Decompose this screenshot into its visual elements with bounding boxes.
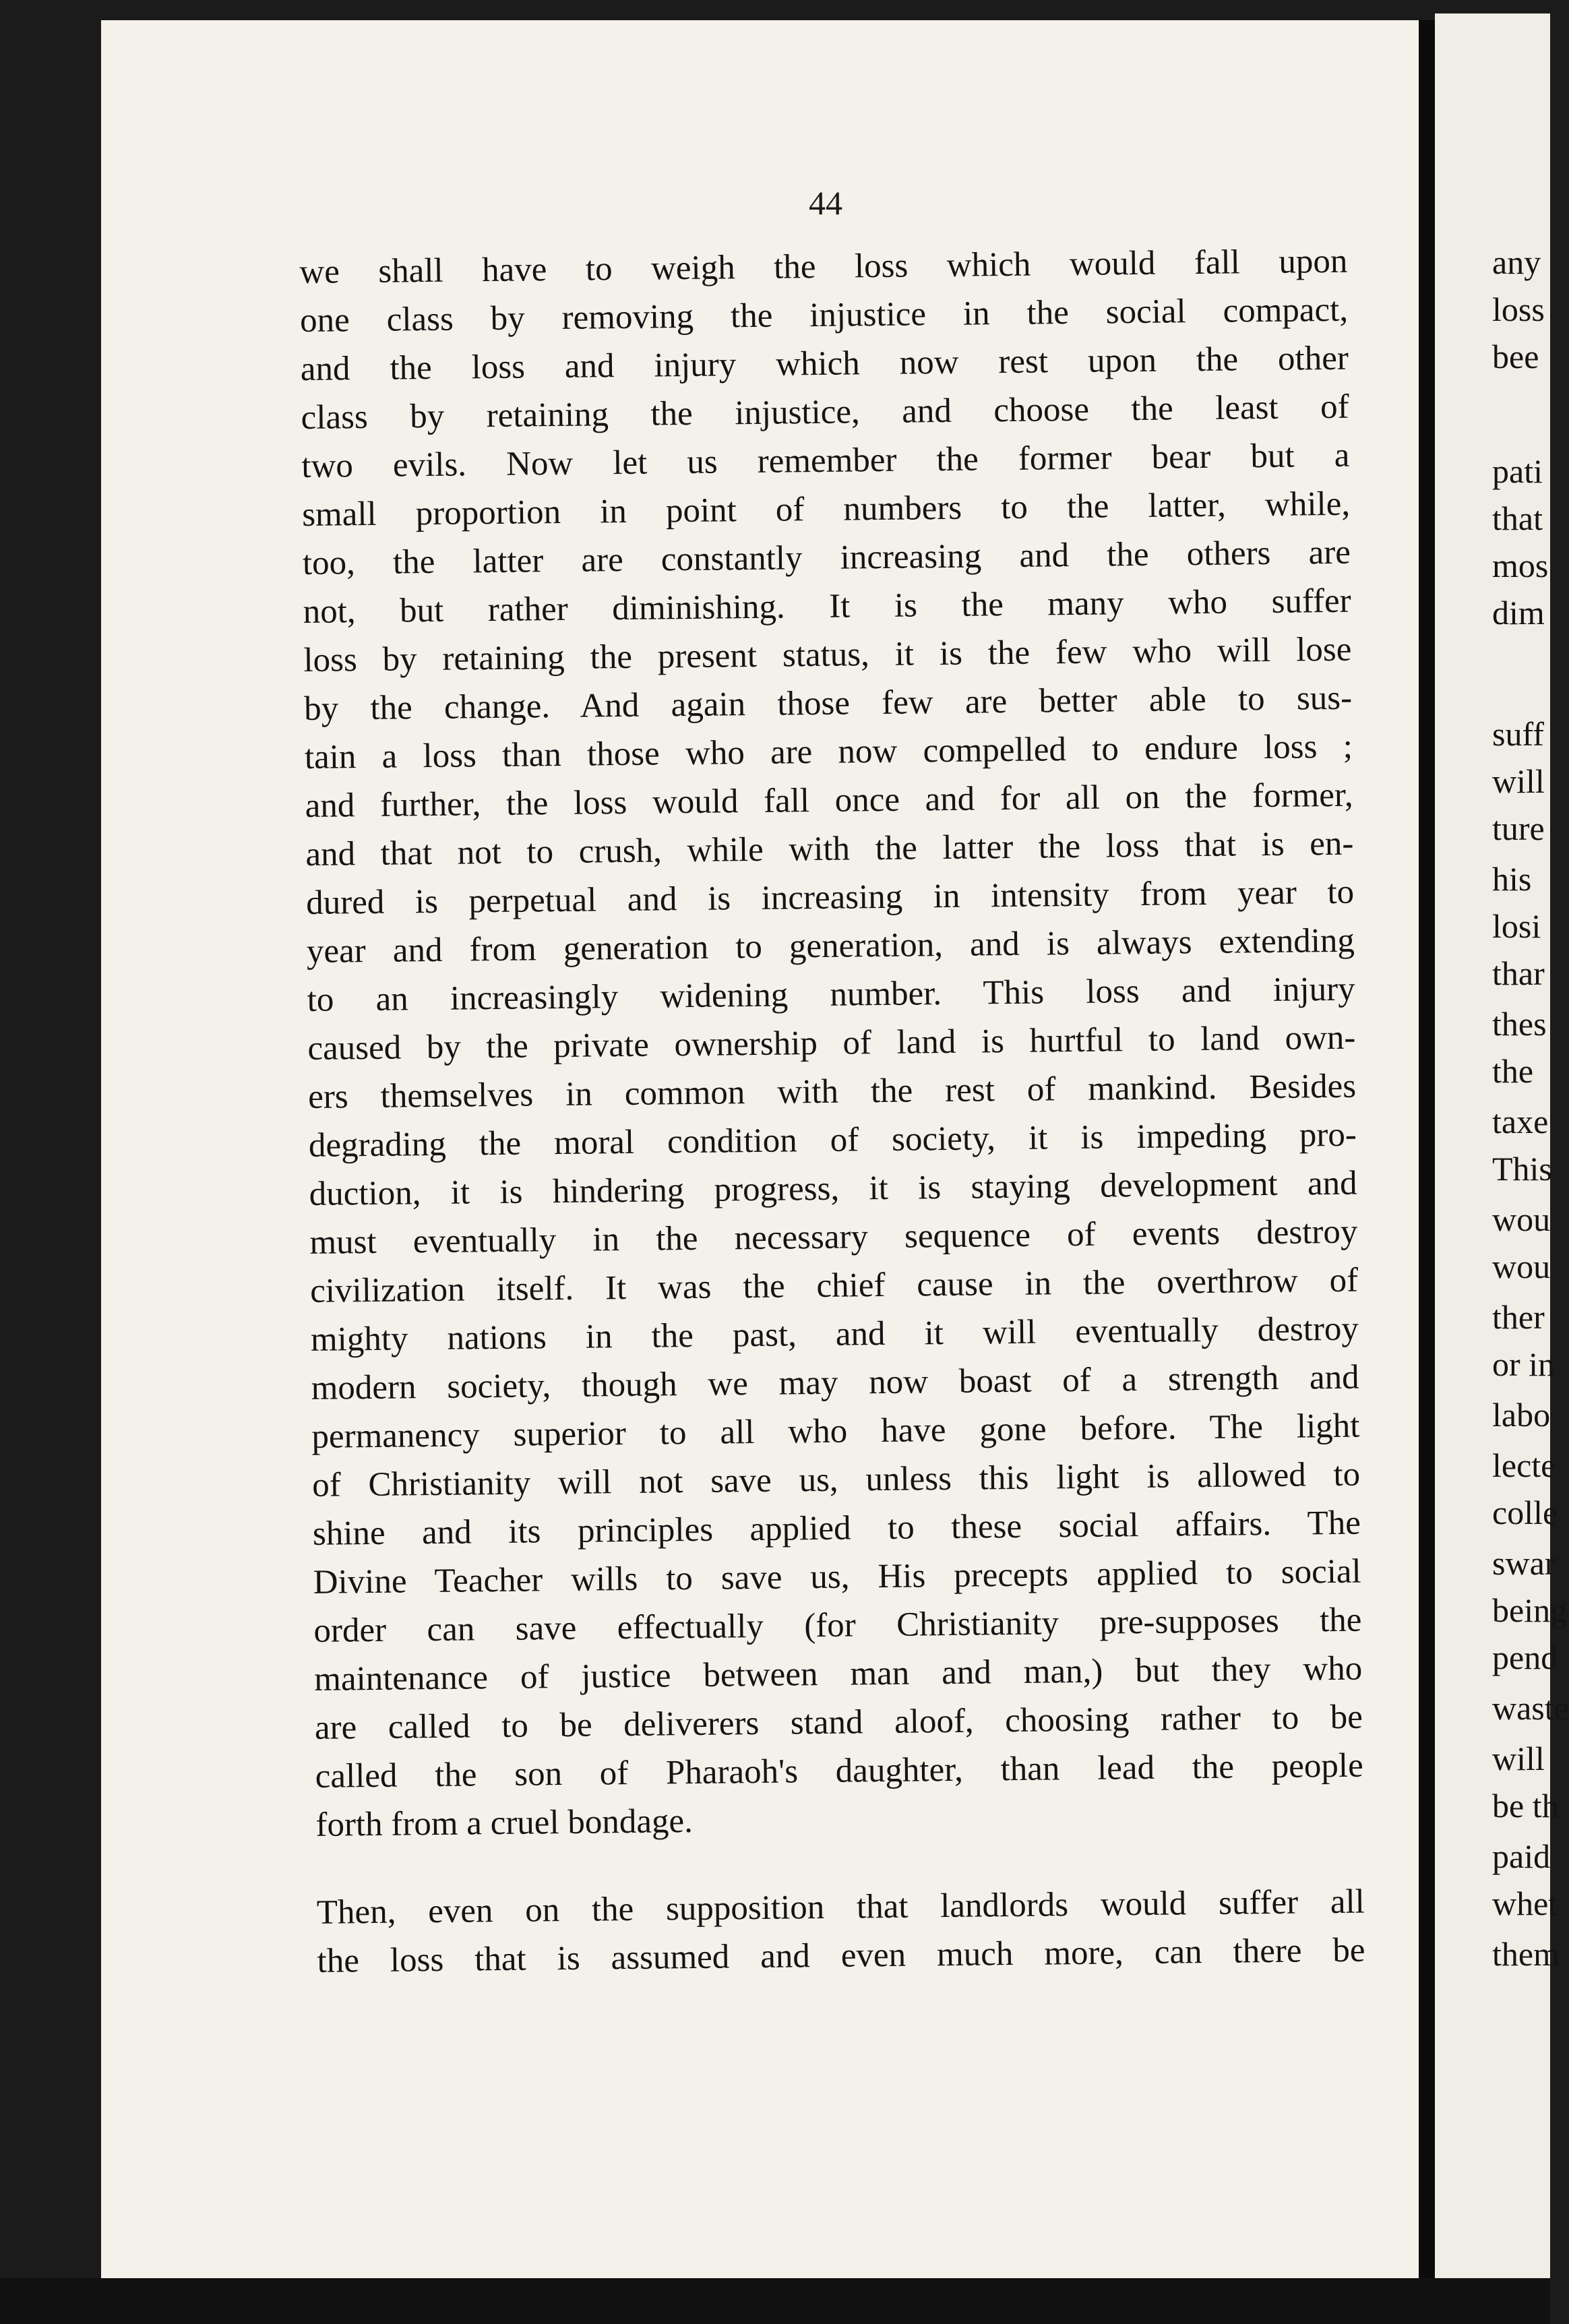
adjacent-page-line: thar bbox=[1492, 954, 1545, 992]
text-line: Divine Teacher wills to save us, His precepts applied to social bbox=[313, 1552, 1361, 1601]
adjacent-page-line: his bbox=[1492, 860, 1532, 898]
page-number: 44 bbox=[809, 184, 842, 222]
scan-border bbox=[0, 2278, 1550, 2324]
text-line: and further, the loss would fall once and for all on the former, bbox=[305, 776, 1353, 825]
text-line: and the loss and injury which now rest upon the other bbox=[300, 339, 1349, 388]
adjacent-page-line: be th bbox=[1492, 1787, 1559, 1825]
text-line: caused by the private ownership of land is hurtful to land own- bbox=[307, 1018, 1356, 1068]
text-line: to an increasingly widening number. This loss and injury bbox=[307, 970, 1355, 1019]
text-line: the loss that is assumed and even much more, can there be bbox=[317, 1931, 1365, 1980]
text-line: Then, even on the supposition that landlords would suffer all bbox=[316, 1883, 1365, 1932]
text-line: are called to be deliverers stand aloof, choosing rather to be bbox=[314, 1698, 1363, 1747]
adjacent-page-line: wou bbox=[1492, 1248, 1551, 1285]
text-line: must eventually in the necessary sequence of events destroy bbox=[309, 1213, 1358, 1262]
text-line: forth from a cruel bondage. bbox=[315, 1802, 694, 1844]
text-line: civilization itself. It was the chief cause in the overthrow of bbox=[309, 1261, 1359, 1310]
text-line: tain a loss than those who are now compelled to endure loss ; bbox=[304, 727, 1353, 776]
text-line: order can save effectually (for Christianity pre-supposes the bbox=[313, 1601, 1362, 1650]
text-line: maintenance of justice between man and man,) but they who bbox=[313, 1649, 1363, 1699]
text-line: of Christianity will not save us, unless this light is allowed to bbox=[311, 1455, 1361, 1504]
book-spine bbox=[1419, 20, 1435, 2278]
adjacent-page-line: waste bbox=[1492, 1689, 1569, 1727]
text-line: and that not to crush, while with the latter the loss that is en- bbox=[305, 824, 1354, 874]
text-line: called the son of Pharaoh's daughter, than lead the people bbox=[315, 1746, 1363, 1796]
text-line: duction, it is hindering progress, it is staying development and bbox=[309, 1164, 1357, 1213]
adjacent-page-line: mos bbox=[1492, 547, 1549, 584]
text-line: one class by removing the injustice in the social compact, bbox=[299, 290, 1349, 340]
text-line: not, but rather diminishing. It is the many who suffer bbox=[303, 582, 1351, 631]
text-line: ers themselves in common with the rest of mankind. Besides bbox=[307, 1067, 1357, 1116]
text-line: loss by retaining the present status, it is the few who will lose bbox=[303, 630, 1352, 679]
paragraph-2 bbox=[316, 1878, 1365, 1986]
adjacent-page-line: ture bbox=[1492, 809, 1545, 847]
adjacent-page-line: will bbox=[1492, 1740, 1545, 1777]
adjacent-page-line: This bbox=[1492, 1150, 1552, 1188]
adjacent-page-line: ther bbox=[1492, 1298, 1545, 1336]
adjacent-page-line: dim bbox=[1492, 594, 1545, 632]
adjacent-page-line: whet bbox=[1492, 1885, 1558, 1922]
text-line: dured is perpetual and is increasing in intensity from year to bbox=[305, 873, 1355, 922]
adjacent-page-line: being bbox=[1492, 1591, 1568, 1629]
adjacent-page-line: that bbox=[1492, 499, 1543, 537]
text-line: we shall have to weigh the loss which would fall upon bbox=[299, 242, 1348, 291]
adjacent-page-line: or in bbox=[1492, 1345, 1556, 1383]
adjacent-page-line: suff bbox=[1492, 715, 1544, 753]
adjacent-page-line: losi bbox=[1492, 907, 1541, 945]
text-line: modern society, though we may now boast of a strength and bbox=[311, 1358, 1359, 1407]
text-line: degrading the moral condition of society, it is impeding pro- bbox=[308, 1115, 1357, 1165]
text-line: by the change. And again those few are better able to sus- bbox=[303, 679, 1353, 728]
adjacent-page-line: pend bbox=[1492, 1639, 1558, 1676]
adjacent-page-line: labo bbox=[1492, 1396, 1551, 1434]
adjacent-page-line: swar bbox=[1492, 1544, 1556, 1582]
adjacent-page-line: them bbox=[1492, 1935, 1560, 1973]
text-line: shine and its principles applied to these social affairs. The bbox=[312, 1504, 1361, 1553]
adjacent-page-line: wou bbox=[1492, 1200, 1551, 1238]
adjacent-page-line: colle bbox=[1492, 1494, 1558, 1531]
adjacent-page-line: the bbox=[1492, 1052, 1534, 1090]
text-line: class by retaining the injustice, and choose the least of bbox=[301, 388, 1349, 437]
text-line: small proportion in point of numbers to the latter, while, bbox=[301, 485, 1351, 534]
adjacent-page-line: will bbox=[1492, 762, 1545, 800]
adjacent-page-line: bee bbox=[1492, 338, 1539, 375]
text-line: mighty nations in the past, and it will eventually destroy bbox=[310, 1310, 1359, 1359]
text-line: too, the latter are constantly increasing and the others are bbox=[302, 533, 1351, 582]
text-line: two evils. Now let us remember the former bear but a bbox=[301, 436, 1350, 485]
adjacent-page-line: lecte bbox=[1492, 1446, 1556, 1484]
adjacent-page-line: any bbox=[1492, 243, 1541, 281]
adjacent-page-line: loss bbox=[1492, 290, 1545, 328]
adjacent-page-line: paid bbox=[1492, 1837, 1551, 1875]
adjacent-page-line: thes bbox=[1492, 1005, 1547, 1043]
text-line: year and from generation to generation, and is always extending bbox=[306, 921, 1355, 971]
text-line: permanency superior to all who have gone before. The light bbox=[311, 1407, 1360, 1456]
page-body bbox=[299, 237, 1365, 1986]
adjacent-page-line: pati bbox=[1492, 452, 1543, 490]
paragraph-1 bbox=[299, 237, 1364, 1849]
adjacent-page-line: taxe bbox=[1492, 1103, 1549, 1140]
